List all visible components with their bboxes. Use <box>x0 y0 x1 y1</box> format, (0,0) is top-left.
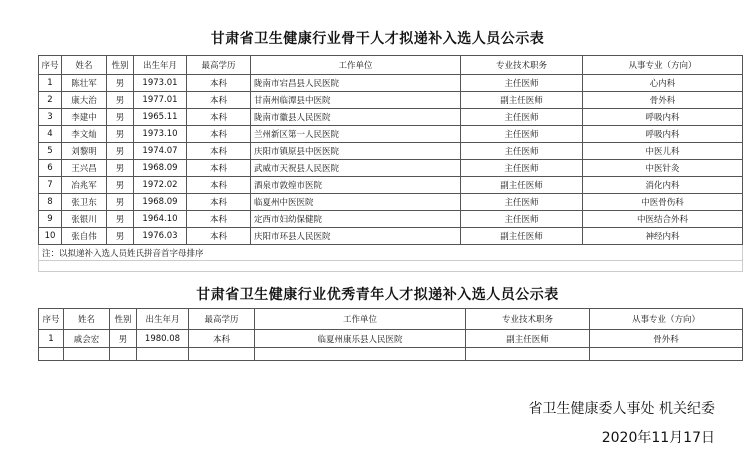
cell-birth: 1973.10 <box>134 126 187 143</box>
cell-index: 7 <box>39 177 62 194</box>
blank-row <box>39 261 743 272</box>
cell-workplace: 陇南市徽县人民医院 <box>251 109 461 126</box>
header-birth: 出生年月 <box>134 56 187 75</box>
table-row <box>39 109 743 126</box>
cell-workplace: 武威市天祝县人民医院 <box>251 160 461 177</box>
cell-workplace: 定西市妇幼保健院 <box>251 211 461 228</box>
cell-birth: 1968.09 <box>134 160 187 177</box>
cell-index: 5 <box>39 143 62 160</box>
table-row <box>39 211 743 228</box>
cell-name: 刘黎明 <box>62 143 107 160</box>
header-name: 姓名 <box>62 56 107 75</box>
table-row <box>39 143 743 160</box>
header-title: 专业技术职务 <box>466 309 590 330</box>
backbone-talent-table <box>38 55 743 272</box>
cell-birth: 1976.03 <box>134 228 187 245</box>
cell-workplace: 庆阳市环县人民医院 <box>251 228 461 245</box>
cell-index: 4 <box>39 126 62 143</box>
cell-workplace: 陇南市宕昌县人民医院 <box>251 75 461 92</box>
cell-workplace: 临夏州中医医院 <box>251 194 461 211</box>
cell-specialty: 中医骨伤科 <box>583 194 743 211</box>
cell-education: 本科 <box>189 330 255 348</box>
cell-title: 主任医师 <box>461 109 583 126</box>
table-row <box>39 75 743 92</box>
cell-workplace: 甘南州临潭县中医院 <box>251 92 461 109</box>
empty-cell <box>39 348 64 361</box>
cell-index: 6 <box>39 160 62 177</box>
table-row <box>39 126 743 143</box>
cell-title: 副主任医师 <box>461 177 583 194</box>
cell-title: 副主任医师 <box>466 330 590 348</box>
table-row <box>39 194 743 211</box>
empty-cell <box>466 348 590 361</box>
header-gender: 性别 <box>107 56 134 75</box>
cell-name: 戚会宏 <box>64 330 110 348</box>
empty-cell <box>590 348 743 361</box>
cell-birth: 1965.11 <box>134 109 187 126</box>
table-row <box>39 160 743 177</box>
header-education: 最高学历 <box>187 56 251 75</box>
cell-title: 主任医师 <box>461 194 583 211</box>
table-row <box>39 177 743 194</box>
cell-education: 本科 <box>187 109 251 126</box>
empty-cell <box>255 348 466 361</box>
cell-specialty: 中医结合外科 <box>583 211 743 228</box>
cell-workplace: 酒泉市敦煌市医院 <box>251 177 461 194</box>
young-talent-table <box>38 308 743 361</box>
table-row <box>39 330 743 348</box>
empty-cell <box>137 348 189 361</box>
cell-birth: 1980.08 <box>137 330 189 348</box>
cell-birth: 1972.02 <box>134 177 187 194</box>
cell-name: 张卫东 <box>62 194 107 211</box>
cell-name: 康大治 <box>62 92 107 109</box>
cell-birth: 1964.10 <box>134 211 187 228</box>
cell-education: 本科 <box>187 228 251 245</box>
cell-specialty: 呼吸内科 <box>583 109 743 126</box>
table-header-row <box>39 309 743 330</box>
cell-education: 本科 <box>187 126 251 143</box>
cell-specialty: 骨外科 <box>583 92 743 109</box>
cell-title: 副主任医师 <box>461 228 583 245</box>
cell-specialty: 呼吸内科 <box>583 126 743 143</box>
header-name: 姓名 <box>64 309 110 330</box>
cell-specialty: 神经内科 <box>583 228 743 245</box>
header-index: 序号 <box>39 56 62 75</box>
empty-cell <box>64 348 110 361</box>
cell-title: 主任医师 <box>461 160 583 177</box>
signature-org: 省卫生健康委人事处 机关纪委 <box>528 401 715 417</box>
cell-index: 2 <box>39 92 62 109</box>
header-specialty: 从事专业（方向） <box>583 56 743 75</box>
cell-gender: 男 <box>107 109 134 126</box>
cell-name: 张自伟 <box>62 228 107 245</box>
cell-gender: 男 <box>107 75 134 92</box>
cell-name: 李文灿 <box>62 126 107 143</box>
header-index: 序号 <box>39 309 64 330</box>
cell-title: 主任医师 <box>461 143 583 160</box>
cell-education: 本科 <box>187 75 251 92</box>
cell-specialty: 消化内科 <box>583 177 743 194</box>
cell-name: 李建中 <box>62 109 107 126</box>
header-gender: 性别 <box>110 309 137 330</box>
header-specialty: 从事专业（方向） <box>590 309 743 330</box>
cell-education: 本科 <box>187 160 251 177</box>
cell-index: 8 <box>39 194 62 211</box>
empty-cell <box>189 348 255 361</box>
cell-education: 本科 <box>187 177 251 194</box>
header-workplace: 工作单位 <box>255 309 466 330</box>
cell-education: 本科 <box>187 92 251 109</box>
cell-birth: 1974.07 <box>134 143 187 160</box>
blank-cell <box>39 261 743 272</box>
cell-title: 主任医师 <box>461 211 583 228</box>
cell-name: 冶兆军 <box>62 177 107 194</box>
cell-index: 3 <box>39 109 62 126</box>
cell-gender: 男 <box>107 211 134 228</box>
table2-title: 甘肃省卫生健康行业优秀青年人才拟递补入选人员公示表 <box>196 287 559 303</box>
header-education: 最高学历 <box>189 309 255 330</box>
cell-index: 9 <box>39 211 62 228</box>
cell-education: 本科 <box>187 143 251 160</box>
cell-birth: 1973.01 <box>134 75 187 92</box>
table1-title: 甘肃省卫生健康行业骨干人才拟递补入选人员公示表 <box>210 31 545 47</box>
cell-education: 本科 <box>187 211 251 228</box>
cell-name: 张银川 <box>62 211 107 228</box>
cell-gender: 男 <box>107 177 134 194</box>
cell-workplace: 临夏州康乐县人民医院 <box>255 330 466 348</box>
table-row <box>39 228 743 245</box>
cell-workplace: 庆阳市镇原县中医医院 <box>251 143 461 160</box>
cell-title: 副主任医师 <box>461 92 583 109</box>
cell-name: 王兴昌 <box>62 160 107 177</box>
cell-gender: 男 <box>107 228 134 245</box>
table-note-row <box>39 245 743 261</box>
cell-title: 主任医师 <box>461 126 583 143</box>
header-workplace: 工作单位 <box>251 56 461 75</box>
table-header-row <box>39 56 743 75</box>
empty-cell <box>110 348 137 361</box>
header-birth: 出生年月 <box>137 309 189 330</box>
cell-gender: 男 <box>107 160 134 177</box>
table-note: 注：以拟递补入选人员姓氏拼音首字母排序 <box>39 245 743 261</box>
cell-gender: 男 <box>110 330 137 348</box>
cell-index: 10 <box>39 228 62 245</box>
cell-index: 1 <box>39 75 62 92</box>
cell-gender: 男 <box>107 92 134 109</box>
header-title: 专业技术职务 <box>461 56 583 75</box>
cell-gender: 男 <box>107 126 134 143</box>
cell-workplace: 兰州新区第一人民医院 <box>251 126 461 143</box>
cell-specialty: 骨外科 <box>590 330 743 348</box>
cell-gender: 男 <box>107 194 134 211</box>
empty-row <box>39 348 743 361</box>
cell-index: 1 <box>39 330 64 348</box>
cell-name: 陈壮军 <box>62 75 107 92</box>
cell-specialty: 心内科 <box>583 75 743 92</box>
cell-gender: 男 <box>107 143 134 160</box>
cell-title: 主任医师 <box>461 75 583 92</box>
cell-education: 本科 <box>187 194 251 211</box>
table-row <box>39 92 743 109</box>
cell-specialty: 中医儿科 <box>583 143 743 160</box>
cell-specialty: 中医针灸 <box>583 160 743 177</box>
cell-birth: 1977.01 <box>134 92 187 109</box>
cell-birth: 1968.09 <box>134 194 187 211</box>
signature-date: 2020年11月17日 <box>601 430 715 446</box>
